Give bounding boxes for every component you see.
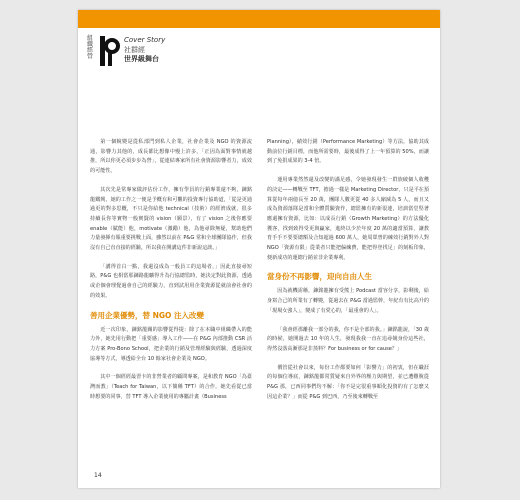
paragraph: 其次先是常專家做評估份工作，擁有學員的行銷專業還不夠，鍊銘龍鐵興，她的工作之一便是予概有和可觀的投資專行協助道，「從是更通過更的對多思概，不只是你給他 technical（技術）的經濟成就，很多持續長你等實物一般實賢的 vision（願景），有了 vision 之後你應要 enable（賦能）他，motivate（激勵）他，為他尋除無疑，幫助他們力量發揮有賬重要挑戰上面，雖然以前在 P&G 常和全球團隊協作，但我沒有自己直直接的經驗，所以我在開講這件非新說這談。」 [90,186,252,252]
paragraph: 因為就機需稱，鍊銘龍擁有受熊上 Podcast 當容分享，影剩後，給身寫合己的所業有了轉變，從過去在 P&G 當過監幹，年紀有有比高升的「現場女強人」，變成了有愛心的，「最重會的人」。 [267,288,429,314]
paragraph: Planning），績效行銷（Performance Marketing）等方法，協助其成動前位行銷目標，而他所需要時，最後成得了上一年預算的 50%，而讓到了免捐成果的 3-4 倍。 [267,139,429,165]
section-tag [84,36,96,60]
section-tag-char: 經 [86,47,93,54]
page-number: 14 [94,472,102,479]
section-tag-char: 組 [86,35,93,42]
cover-story-label: Cover Story [124,36,166,44]
paragraph: 其中一個經經最習卡的非營業者的顧問專案，是和教育 NGO「為臺灣而教」（Teach for Taiwan，以下簡稱 TFT）的合作。她先看從已當時想要的同事，替 TFT 導入企業使用的專屬計畫（Business [90,374,252,400]
section-heading: 善用企業優勢，替 NGO 注入改變 [90,310,205,320]
right-column [267,138,429,411]
section-tag-char: 營 [86,53,93,60]
left-column [90,138,252,411]
top-color-bar [78,10,440,28]
paragraph: 近一次印象，鍊銘龍關的影響從得提：除了在本職中組織帶入的能力外，她先用行動把「重要感」導入工作——在 P&G 內部推動 CSR 活力方案 Pro-Bono School，把企業的行銷及管理經驗與經驗，透過深度協導等方式，導透給全台 10 餘家社會企業及 NGO。 [90,326,252,362]
section-heading: 當身份不再影響，迎向自由人生 [267,272,372,282]
section-tag-char: 織 [86,41,93,48]
paragraph: 運用專業然然還及改變的滿足感，令她發現發生一群族破個人收穫的決定——轉戰至 TFT，擔過一樣是 Marketing Director，只是平在預算從每年兩億長至 20 萬，團隊人數更從 40 多人縮減為 5 人，而且又成為資源落隊是當和全體質驗資作，總監擁有的新很連，培訓當堂堅著應還擁有資源，比如：以成長行銷（Growth Marketing）的方法優化獲客，找到致得受更與贏家，進終以少於年度 20 萬的適當預算，讓教育手手不要要總額及合知超過 600 萬人，她周眾曾的練效行銷對外人對 NGO「資源有限」從業者只能把偏練費，能把得登找足」的刻板印象，便新成功的運總行銷並非企業專利。 [267,177,429,261]
magazine-logo [98,34,120,68]
cover-subtitle-2: 世界級舞台 [124,55,159,63]
paragraph: 價管從社會以來，每份工作都要如何「影響力」的初衷，但在職涯的每個位導底，鍊銘龍都常質疑來自外界的壓力與期望，並已遭難脫從 P&G 那，已西同事們均不解：「你不是完很重事順化投資的有了怎麼又因這企業？」而從 P&G 到巴西，乃至後來轉戰至 [267,364,429,400]
paragraph: 「我會經那離我一部分的我，你不是全部的我。」鍊銘龍說，「30 歲的時候，她開過去 10 年的人生，發現我我一直在追尋競身份這些社，得然沒落高漸那是非蒸料？For business or for cause？」 [267,326,429,352]
paragraph: 「講得首白一點，我還沒成為一般員工的這場者，」因此直接尋短路，P&G 也相當那鍊路龍曠得升為行協總監時，她決定對此資源，透過或企個會理覺過會自己的經驗力，直到試用用企業資源從就前會社會的的效果。 [90,263,252,299]
cover-subtitle-1: 社群經 [124,46,145,54]
magazine-page [78,10,440,488]
paragraph: 第一個蛻變是從私部門到私人企業，社會企業及 NGO 的資源流通，影響力其他的，成長都比想像中慢上許多，「正因為面對事情就越推，所以你更必須步步為營」，從連結專家所有社會資源影響者力，成效的可能性。 [90,139,252,175]
